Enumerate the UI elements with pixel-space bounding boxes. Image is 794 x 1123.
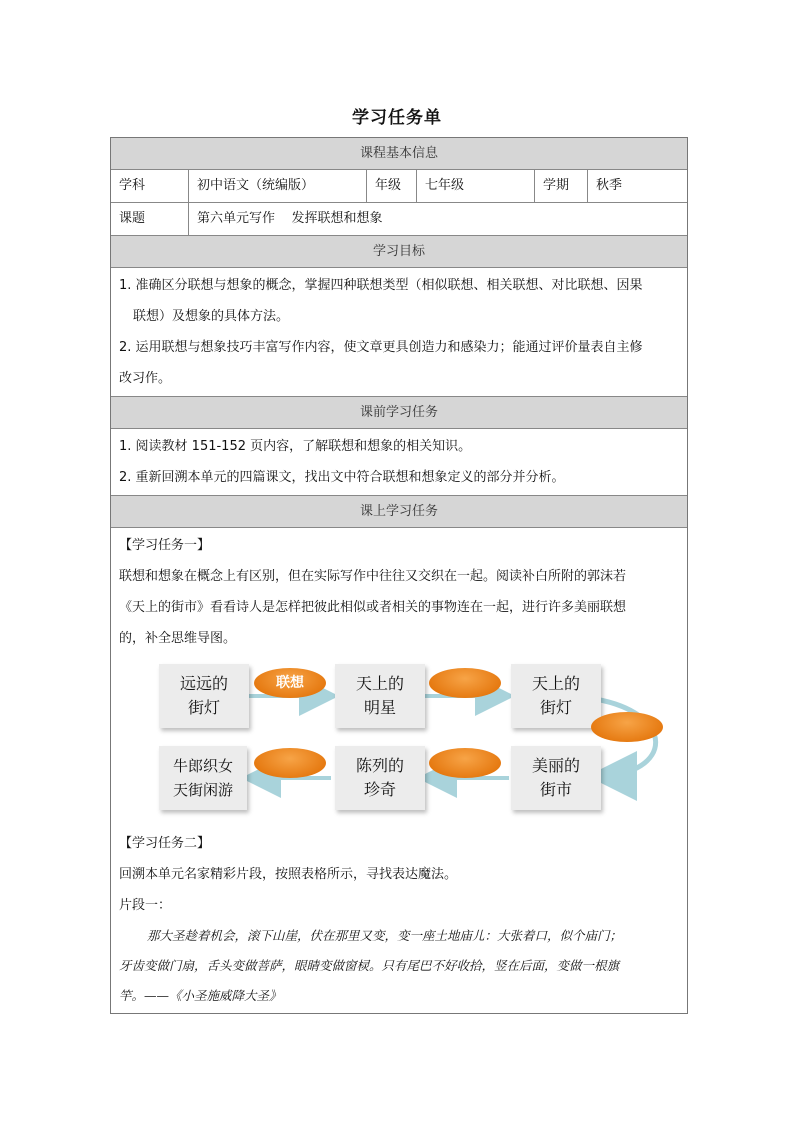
node-cowherd-weaver: 牛郎织女 天街闲游: [159, 746, 247, 810]
subject-value: 初中语文（统编版）: [189, 170, 367, 202]
task-1-title: 【学习任务一】: [119, 538, 211, 553]
mind-map: [119, 656, 679, 824]
node-displayed-treasures: 陈列的 珍奇: [335, 746, 425, 810]
goal-2-line-1: 2. 运用联想与想象技巧丰富写作内容，使文章更具创造力和感染力；能通过评价量表自主修: [119, 340, 643, 355]
section-header-pre-class: 课前学习任务: [111, 397, 687, 429]
task-2-desc: 回溯本单元名家精彩片段，按照表格所示，寻找表达魔法。: [119, 867, 458, 882]
grade-value: 七年级: [417, 170, 535, 202]
section-header-in-class: 课上学习任务: [111, 496, 687, 528]
info-row-topic: [111, 203, 687, 236]
goal-1-line-2: 联想）及想象的具体方法。: [133, 309, 290, 324]
term-label: 学期: [535, 170, 588, 202]
excerpt-line-1: 那大圣趁着机会，滚下山崖，伏在那里又变，变一座土地庙儿：大张着口，似个庙门；: [147, 928, 623, 943]
task-1-line-3: 的，补全思维导图。: [119, 631, 237, 646]
excerpt-line-2: 牙齿变做门扇，舌头变做菩萨，眼睛变做窗棂。只有尾巴不好收拾，竖在后面，变做一根旗: [119, 958, 620, 973]
task-sheet-table: [110, 137, 688, 1014]
subject-label: 学科: [111, 170, 189, 202]
pre-class-content: [111, 429, 687, 496]
excerpt-label: 片段一：: [119, 898, 172, 913]
task-1-line-1: 联想和想象在概念上有区别，但在实际写作中往往又交织在一起。阅读补白所附的郭沫若: [119, 569, 627, 584]
in-class-content: [111, 528, 687, 1013]
oval-blank-4[interactable]: [429, 748, 501, 778]
node-distant-streetlights: 远远的 街灯: [159, 664, 249, 728]
oval-blank-2[interactable]: [429, 668, 501, 698]
page-title: 学习任务单: [352, 108, 442, 128]
node-beautiful-market: 美丽的 街市: [511, 746, 601, 810]
oval-association: 联想: [254, 668, 326, 698]
section-header-goals: 学习目标: [111, 236, 687, 268]
node-streetlights-in-sky: 天上的 街灯: [511, 664, 601, 728]
topic-label: 课题: [111, 203, 189, 235]
pre-task-1: 1. 阅读教材 151-152 页内容，了解联想和想象的相关知识。: [119, 439, 472, 454]
task-2-title: 【学习任务二】: [119, 836, 211, 851]
oval-blank-3[interactable]: [591, 712, 663, 742]
info-row-subject: [111, 170, 687, 203]
topic-value: 第六单元写作 发挥联想和想象: [197, 211, 383, 226]
node-stars-in-sky: 天上的 明星: [335, 664, 425, 728]
oval-blank-5[interactable]: [254, 748, 326, 778]
task-1-line-2: 《天上的街市》看看诗人是怎样把彼此相似或者相关的事物连在一起，进行许多美丽联想: [119, 600, 627, 615]
goal-1-line-1: 1. 准确区分联想与想象的概念，掌握四种联想类型（相似联想、相关联想、对比联想、因果: [119, 278, 643, 293]
excerpt-line-3: 竿。——《小圣施威降大圣》: [119, 988, 282, 1003]
term-value: 秋季: [596, 178, 623, 193]
pre-task-2: 2. 重新回溯本单元的四篇课文，找出文中符合联想和想象定义的部分并分析。: [119, 470, 565, 485]
goals-content: [111, 268, 687, 397]
section-header-basic: 课程基本信息: [111, 138, 687, 170]
goal-2-line-2: 改习作。: [119, 371, 172, 386]
grade-label: 年级: [367, 170, 417, 202]
